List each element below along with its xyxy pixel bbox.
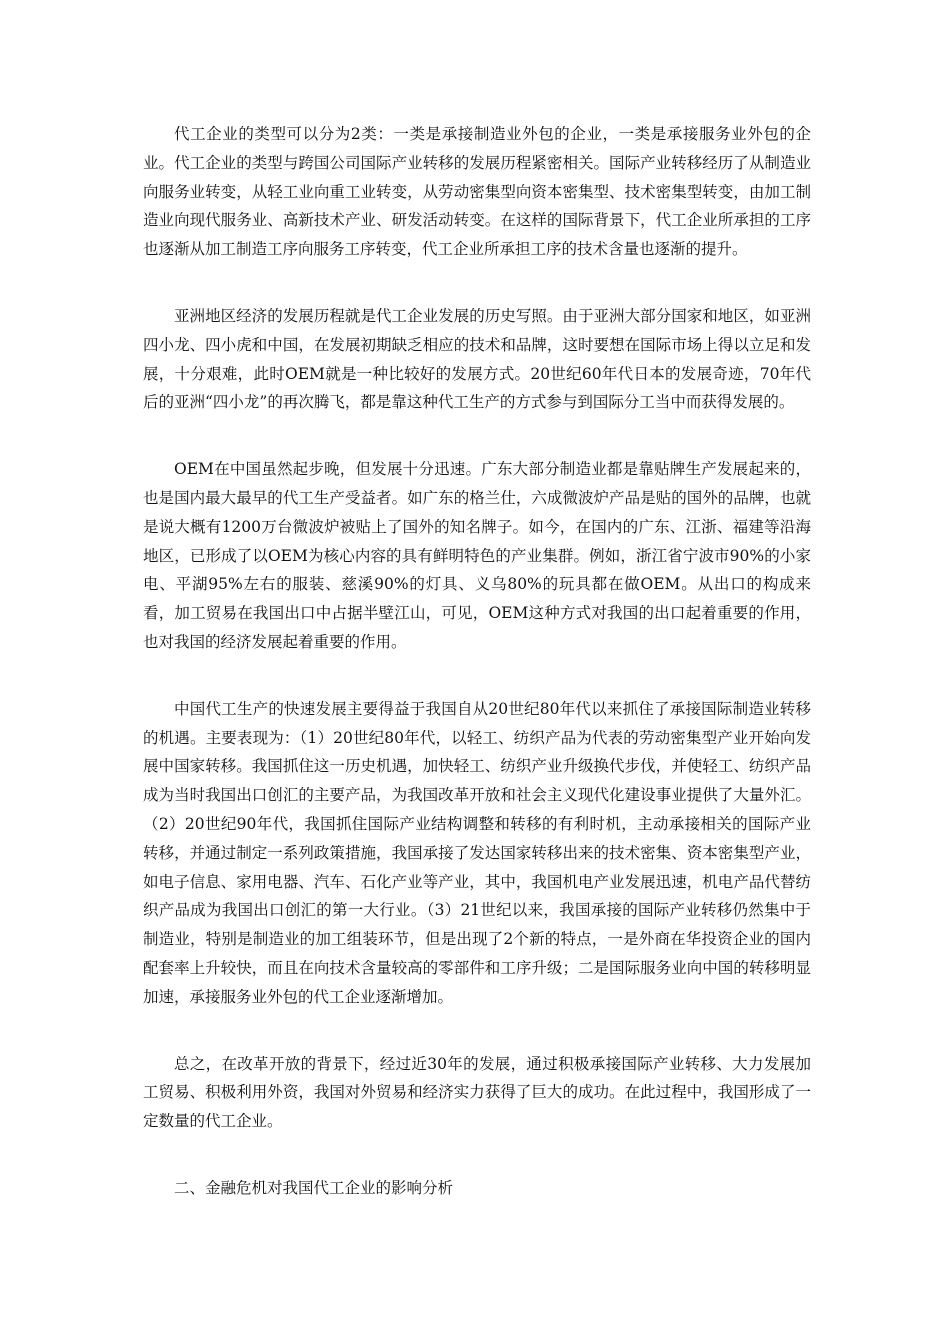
paragraph-asia-history: 亚洲地区经济的发展历程就是代工企业发展的历史写照。由于亚洲大部分国家和地区，如亚洲四小龙、四小虎和中国，在发展初期缺乏相应的技术和品牌，这时要想在国际市场上得以立足和发展，十分艰难，此时OEM就是一种比较好的发展方式。20世纪60年代日本的发展奇迹，70年代后的亚洲“四小龙”的再次腾飞，都是靠这种代工生产的方式参与到国际分工当中而获得发展的。 [143,306,811,412]
paragraph-oem-types: 代工企业的类型可以分为2类：一类是承接制造业外包的企业，一类是承接服务业外包的企业。代工企业的类型与跨国公司国际产业转移的发展历程紧密相关。国际产业转移经历了从制造业向服务业转变，从轻工业向重工业转变，从劳动密集型向资本密集型、技术密集型转变，由加工制造业向现代服务业、高新技术产业、研发活动转变。在这样的国际背景下，代工企业所承担的工序也逐渐从加工制造工序向服务工序转变，代工企业所承担工序的技术含量也逐渐的提升。 [143,125,811,259]
document-body [143,120,811,1203]
paragraph-oem-in-china: OEM在中国虽然起步晚，但发展十分迅速。广东大部分制造业都是靠贴牌生产发展起来的，也是国内最大最早的代工生产受益者。如广东的格兰仕，六成微波炉产品是贴的国外的品牌，也就是说大概有1200万台微波炉被贴上了国外的知名牌子。如今，在国内的广东、江浙、福建等沿海地区，已形成了以OEM为核心内容的具有鲜明特色的产业集群。例如，浙江省宁波市90%的小家电、平湖95%左右的服装、慈溪90%的灯具、义乌80%的玩具都在做OEM。从出口的构成来看，加工贸易在我国出口中占据半壁江山，可见，OEM这种方式对我国的出口起着重要的作用，也对我国的经济发展起着重要的作用。 [143,460,811,651]
paragraph-industry-transfer: 中国代工生产的快速发展主要得益于我国自从20世纪80年代以来抓住了承接国际制造业转移的机遇。主要表现为：（1）20世纪80年代，以轻工、纺织产品为代表的劳动密集型产业开始向发展中国家转移。我国抓住这一历史机遇，加快轻工、纺织产业升级换代步伐，并使轻工、纺织产品成为当时我国出口创汇的主要产品，为我国改革开放和社会主义现代化建设事业提供了大量外汇。（2）20世纪90年代，我国抓住国际产业结构调整和转移的有利时机，主动承接相关的国际产业转移，并通过制定一系列政策措施，我国承接了发达国家转移出来的技术密集、资本密集型产业，如电子信息、家用电器、汽车、石化产业等产业，其中，我国机电产业发展迅速，机电产品代替纺织产品成为我国出口创汇的第一大行业。（3）21世纪以来，我国承接的国际产业转移仍然集中于制造业，特别是制造业的加工组装环节，但是出现了2个新的特点，一是外商在华投资企业的国内配套率上升较快，而且在向技术含量较高的零部件和工序升级；二是国际服务业向中国的转移明显加速，承接服务业外包的代工企业逐渐增加。 [143,699,811,1006]
section-heading: 二、金融危机对我国代工企业的影响分析 [174,1178,454,1197]
paragraph-summary: 总之，在改革开放的背景下，经过近30年的发展，通过积极承接国际产业转移、大力发展加工贸易、积极利用外资，我国对外贸易和经济实力获得了巨大的成功。在此过程中，我国形成了一定数量的代工企业。 [143,1054,811,1131]
